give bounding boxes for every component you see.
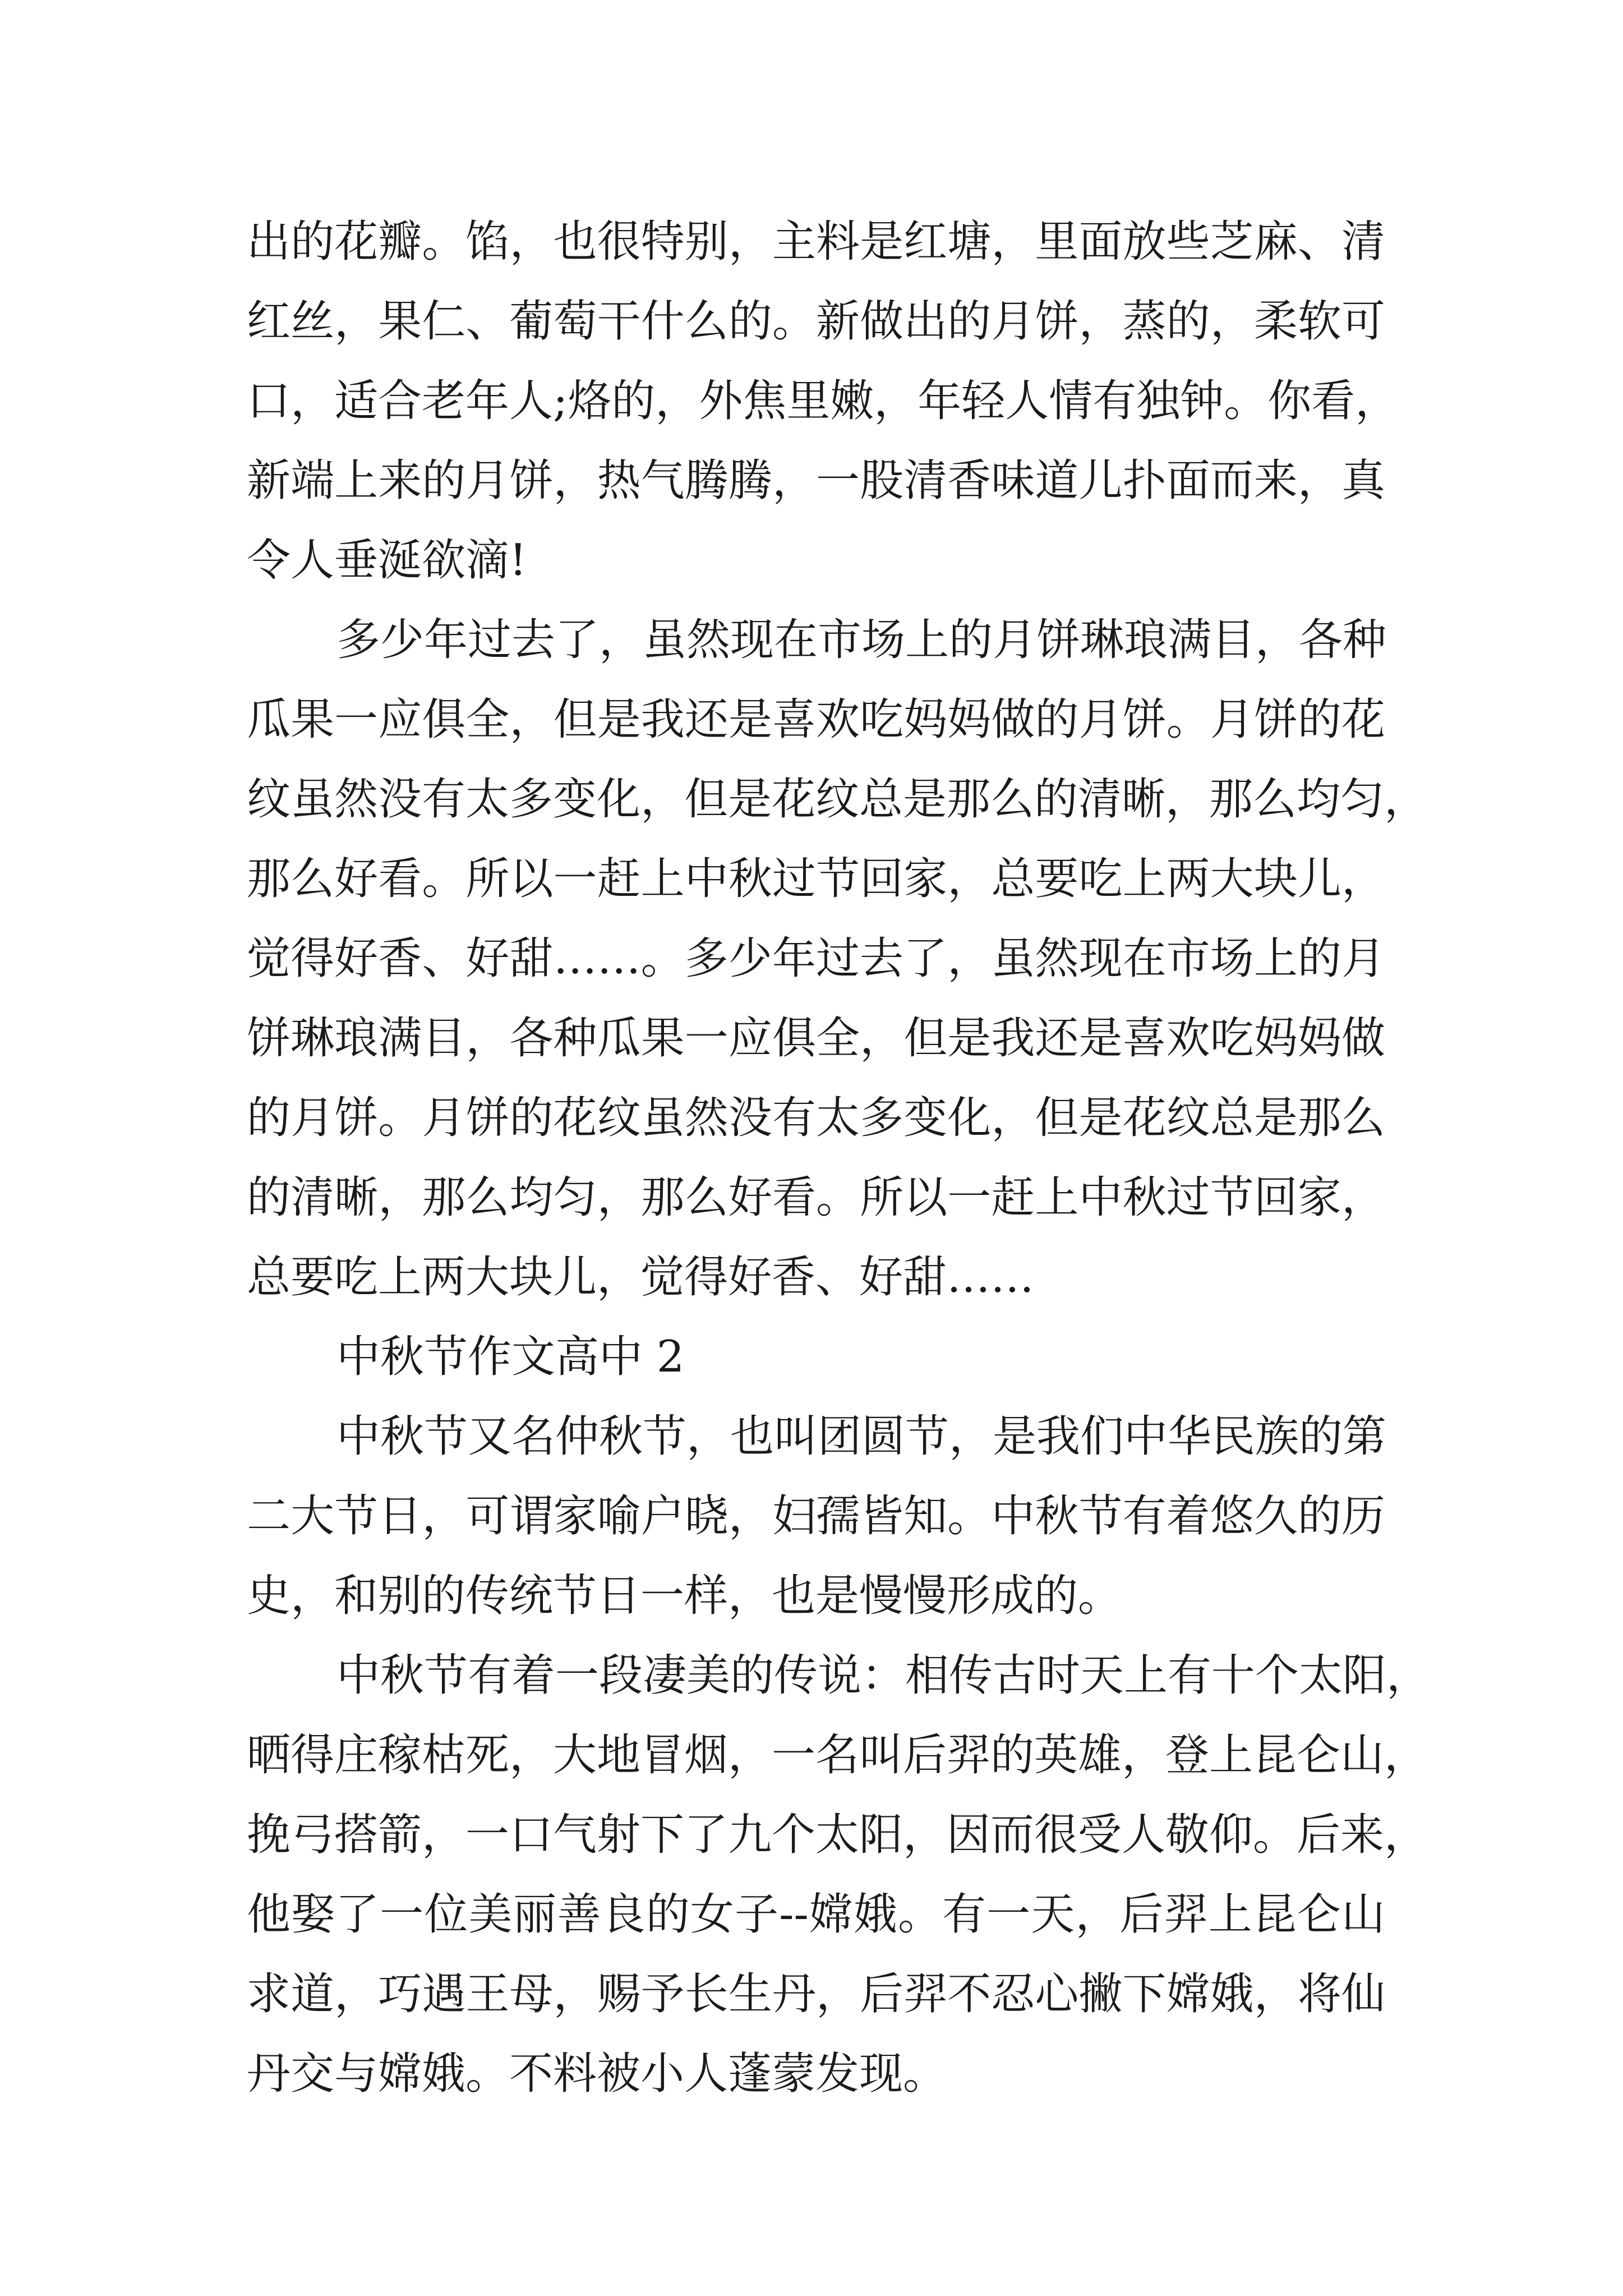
text-line: 总要吃上两大块儿，觉得好香、好甜……: [247, 1252, 1035, 1303]
text-line: 二大节日，可谓家喻户晓，妇孺皆知。中秋节有着悠久的历: [247, 1491, 1385, 1542]
text-line: 令人垂涎欲滴!: [247, 535, 527, 586]
text-line: 晒得庄稼枯死，大地冒烟，一名叫后羿的英雄，登上昆仑山，: [247, 1730, 1428, 1780]
text-line: 他娶了一位美丽善良的女子--嫦娥。有一天，后羿上昆仑山: [247, 1889, 1385, 1940]
text-line: 觉得好香、好甜……。多少年过去了，虽然现在市场上的月: [247, 933, 1385, 984]
text-line: 史，和别的传统节日一样，也是慢慢形成的。: [247, 1571, 1122, 1621]
text-line: 瓜果一应俱全，但是我还是喜欢吃妈妈做的月饼。月饼的花: [247, 694, 1385, 745]
text-line: 的清晰，那么均匀，那么好看。所以一赶上中秋过节回家，: [247, 1172, 1385, 1223]
text-line: 出的花瓣。馅，也很特别，主料是红塘，里面放些芝麻、清: [247, 217, 1385, 267]
document-page: [247, 202, 1431, 2114]
text-line: 口，适合老年人;烙的，外焦里嫩，年轻人情有独钟。你看，: [247, 376, 1399, 426]
text-line: 丹交与嫦娥。不料被小人蓬蒙发现。: [247, 2049, 947, 2099]
text-line: 纹虽然没有太多变化，但是花纹总是那么的清晰，那么均匀，: [247, 774, 1428, 825]
text-line: 饼琳琅满目，各种瓜果一应俱全，但是我还是喜欢吃妈妈做: [247, 1013, 1385, 1064]
text-line: 那么好看。所以一赶上中秋过节回家，总要吃上两大块儿，: [247, 854, 1385, 904]
text-line: 红丝，果仁、葡萄干什么的。新做出的月饼，蒸的，柔软可: [247, 296, 1385, 347]
text-line: 中秋节有着一段凄美的传说：相传古时天上有十个太阳，: [336, 1650, 1431, 1701]
text-line: 多少年过去了，虽然现在市场上的月饼琳琅满目，各种: [336, 615, 1387, 665]
text-line: 求道，巧遇王母，赐予长生丹，后羿不忍心撇下嫦娥，将仙: [247, 1969, 1385, 2019]
text-line: 挽弓搭箭，一口气射下了九个太阳，因而很受人敬仰。后来，: [247, 1810, 1428, 1860]
text-line: 新端上来的月饼，热气腾腾，一股清香味道儿扑面而来，真: [247, 455, 1385, 506]
text-line: 中秋节作文高中 2: [336, 1332, 685, 1382]
text-line: 的月饼。月饼的花纹虽然没有太多变化，但是花纹总是那么: [247, 1093, 1385, 1143]
text-line: 中秋节又名仲秋节，也叫团圆节，是我们中华民族的第: [336, 1411, 1387, 1462]
